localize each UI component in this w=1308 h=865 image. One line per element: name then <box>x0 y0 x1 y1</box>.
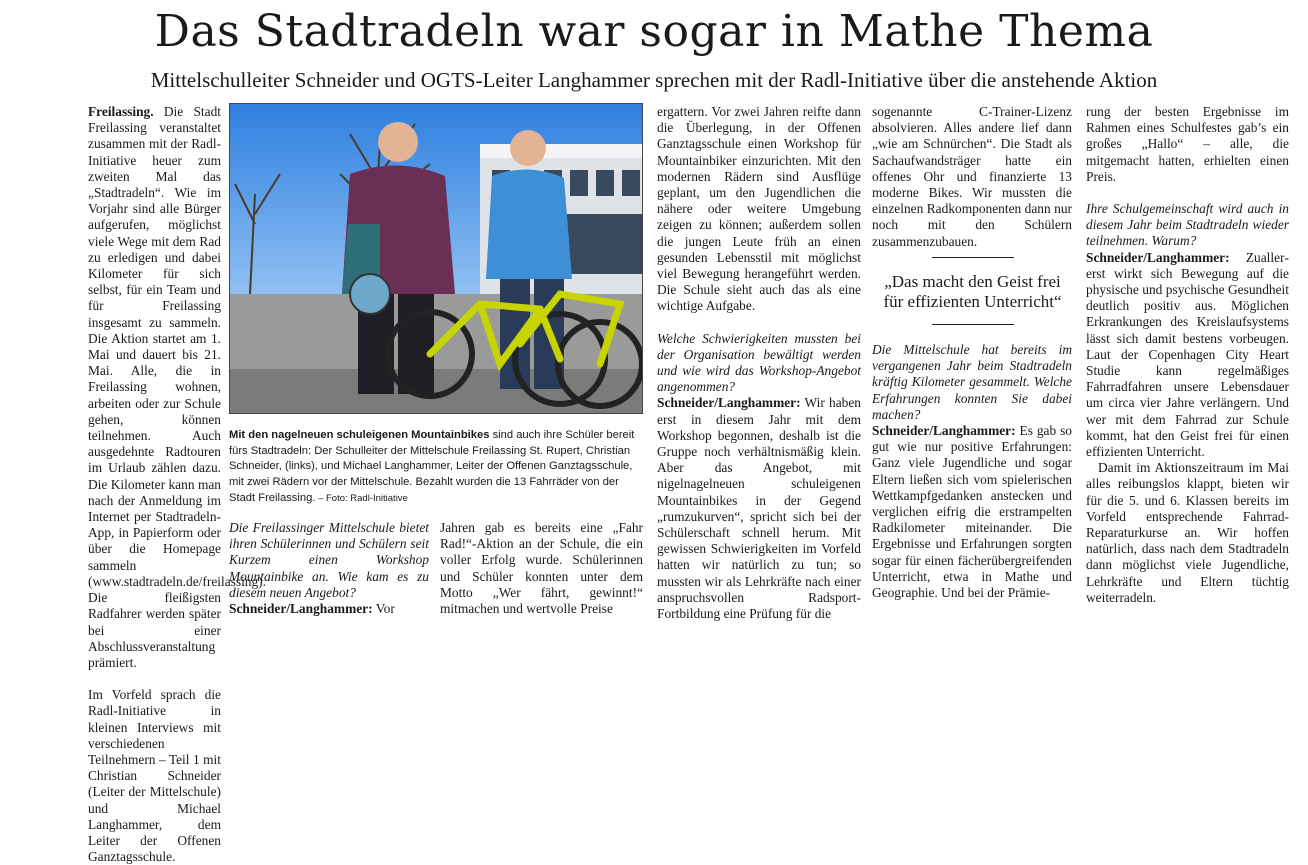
speaker-label: Schneider/Langhammer: <box>229 601 373 617</box>
caption-text: sind auch ihre Schüler bereit fürs Stadtradeln: Der Schulleiter der Mittelschule Freilassing St. Rupert, Christian Schneider, (links), und Michael Langhammer, Leiter der Offenen Ganztagsschule, mit zwei Rädern vor der Mittelschule. Bezahlt wurden die 13 Fahrräder von der Stadt Freilassing. <box>229 429 635 504</box>
answer-text: Zuallererst wirkt sich Bewegung auf die physische und psychische Gesundheit deutlich positiv aus. Möglichen Erkrankungen des Kreislaufsystems lässt sich damit bestens vorbeugen. Laut der Copenhagen City Heart Studie kann regelmäßiges Fahrradfahren unsere Lebensdauer um circa vier Jahre verlängern. Und wer mit dem Fahrrad zur Schule kommt, hat den Geist frei für einen effizienten Unterricht. <box>1086 249 1289 460</box>
photo-teachers-with-bikes <box>229 103 643 414</box>
speaker-label: Schneider/Langhammer: <box>657 395 801 411</box>
answer-text: Wir haben erst in diesem Jahr mit dem Workshop begonnen, deshalb ist die Gruppe noch verhältnismäßig klein. Aber das Angebot, mit nigelnagelneuen schuleigenen Mountainbikes in der Gegend „rumzukurven“, spricht sich bei der Schülerschaft schnell herum. Mit gewissen Schwierigkeiten im Vorfeld hatten wir natürlich zu tun; so mussten wir als Lehrkräfte nach einer anspruchsvollen Radsport-Fortbildung eine Prüfung für die <box>657 395 862 622</box>
column-6 <box>1086 104 1289 606</box>
answer-1-start <box>229 601 429 617</box>
photo-credit: – Foto: Radl-Initiative <box>315 492 408 504</box>
intro-paragraph <box>88 104 266 671</box>
answer-1-end: ergattern. Vor zwei Jahren reifte dann die Überlegung, in der Offenen Ganztagsschule einen Workshop für Mountainbiker einzurichten. Mit den modernen Rädern sind Ausflüge geplant, um den Jugendlichen die nähere oder weitere Umgebung zeigen zu können; außerdem sollen die jungen Leute früh an einen gesunden Lebensstil mit möglichst viel Bewegung herangeführt werden. Die Schule sieht auch das als eine wichtige Aufgabe. <box>657 104 861 314</box>
dateline: Freilassing. <box>88 104 154 119</box>
pull-quote <box>875 257 1070 325</box>
pull-quote-rule-bottom <box>932 324 1014 325</box>
answer-3 <box>872 423 1072 601</box>
headline: Das Stadtradeln war sogar in Mathe Thema <box>154 6 1154 57</box>
subheadline: Mittelschulleiter Schneider und OGTS-Leiter Langhammer sprechen mit der Radl-Initiative über die anstehende Aktion <box>150 68 1158 92</box>
answer-1-cont: Jahren gab es bereits eine „Fahr Rad!“-Aktion an der Schule, die ein voller Erfolg wurde. Schülerinnen und Schüler konnten unter dem Motto „Wer fährt, gewinnt!“ mitmachen und wertvolle Preise <box>440 520 643 617</box>
interview-intro-paragraph: Im Vorfeld sprach die Radl-Initiative in kleinen Interviews mit verschiedenen Teilnehmern – Teil 1 mit Christian Schneider (Leiter der Mittelschule) und Michael Langhammer, dem Leiter der Offenen Ganztagsschule. <box>88 687 221 865</box>
column-1 <box>88 104 266 865</box>
column-5-lower <box>872 342 1072 601</box>
answer-text: Vor <box>375 601 395 617</box>
caption-lead: Mit den nagelneuen schuleigenen Mountainbikes <box>229 429 490 442</box>
answer-2 <box>657 395 861 622</box>
question-2: Welche Schwierigkeiten mussten bei der Organisation bewältigt werden und wie wird das Workshop-Angebot angenommen? <box>657 330 861 395</box>
question-1: Die Freilassinger Mittelschule bietet ihren Schülerinnen und Schülern seit Kurzem einen Workshop Mountainbike an. Wie kam es zu diesem neuen Angebot? <box>229 520 429 600</box>
answer-4 <box>1086 250 1289 461</box>
photo-caption <box>229 428 643 506</box>
column-3 <box>440 520 643 617</box>
photo-illustration <box>230 104 643 414</box>
answer-text: Es gab so gut wie nur positive Erfahrungen: Ganz viele Jugendliche und sogar Eltern ließen sich vom spielerischen Wettkampfgedanken anstecken und verglichen eifrig die erstrampelten Radkilometer miteinander. Die Ergebnisse und Erfahrungen sorgten sogar für einen fächerübergreifenden Unterricht, etwa in Mathe und Geographie. Und bei der Prämie- <box>872 423 1072 601</box>
speaker-label: Schneider/Langhammer: <box>1086 249 1230 265</box>
speaker-label: Schneider/Langhammer: <box>872 423 1016 439</box>
question-4: Ihre Schulgemeinschaft wird auch in diesem Jahr beim Stadtradeln wieder teilnehmen. Warum? <box>1086 201 1289 249</box>
column-4 <box>657 104 861 622</box>
intro-text: Die Stadt Freilassing veranstaltet zusammen mit der Radl-Initiative heuer zum zweiten Mal das „Stadtradeln“. Wie im Vorjahr sind alle Bürger aufgerufen, möglichst viele Wege mit dem Rad zu erledigen und dabei Kilometer für sich selbst, für ein Team und für Freilassing insgesamt zu sammeln. Die Aktion startet am 1. Mai und dauert bis 21. Mai. Alle, die in Freilassing wohnen, arbeiten oder zur Schule gehen, können teilnehmen. Auch ausgedehnte Radtouren im Urlaub zählen dazu. Die Kilometer kann man nach der Anmeldung im Internet per Stadtradeln-App, in Papierform oder über die Homepage sammeln (www.stadtradeln.de/freilassing). Die fleißigsten Radfahrer werden später bei einer Abschlussveranstaltung prämiert. <box>88 104 266 670</box>
question-3: Die Mittelschule hat bereits im vergangenen Jahr beim Stadtradeln kräftig Kilometer gesammelt. Welche Erfahrungen konnten Sie dabei machen? <box>872 342 1072 422</box>
answer-3-end: rung der besten Ergebnisse im Rahmen eines Schulfestes gab’s ein großes „Hallo“ – alle, die mitgemacht hatten, erhielten einen Preis. <box>1086 104 1289 184</box>
answer-4-cont: Damit im Aktionszeitraum im Mai alles reibungslos klappt, bieten wir für die 5. und 6. Klassen bereits im Vorfeld entsprechende Fahrrad-Reparaturkurse an. Wir hoffen natürlich, dass nach dem Stadtradeln dann möglichst viele Jugendliche, Lehrkräfte und Eltern tüchtig weiterradeln. <box>1086 460 1289 605</box>
answer-2-end: sogenannte C-Trainer-Lizenz absolvieren. Alles andere lief dann „wie am Schnürchen“. Die Stadt als Sachaufwandsträger hatte ein offenes Ohr und finanzierte 13 moderne Bikes. Wir mussten die einzelnen Radkomponenten dann nur noch mit den Schülern zusammenzubauen. <box>872 104 1072 249</box>
pull-quote-text: „Das macht den Geist frei für effizienten Unterricht“ <box>883 272 1062 311</box>
column-2 <box>229 520 429 617</box>
column-5 <box>872 104 1072 250</box>
